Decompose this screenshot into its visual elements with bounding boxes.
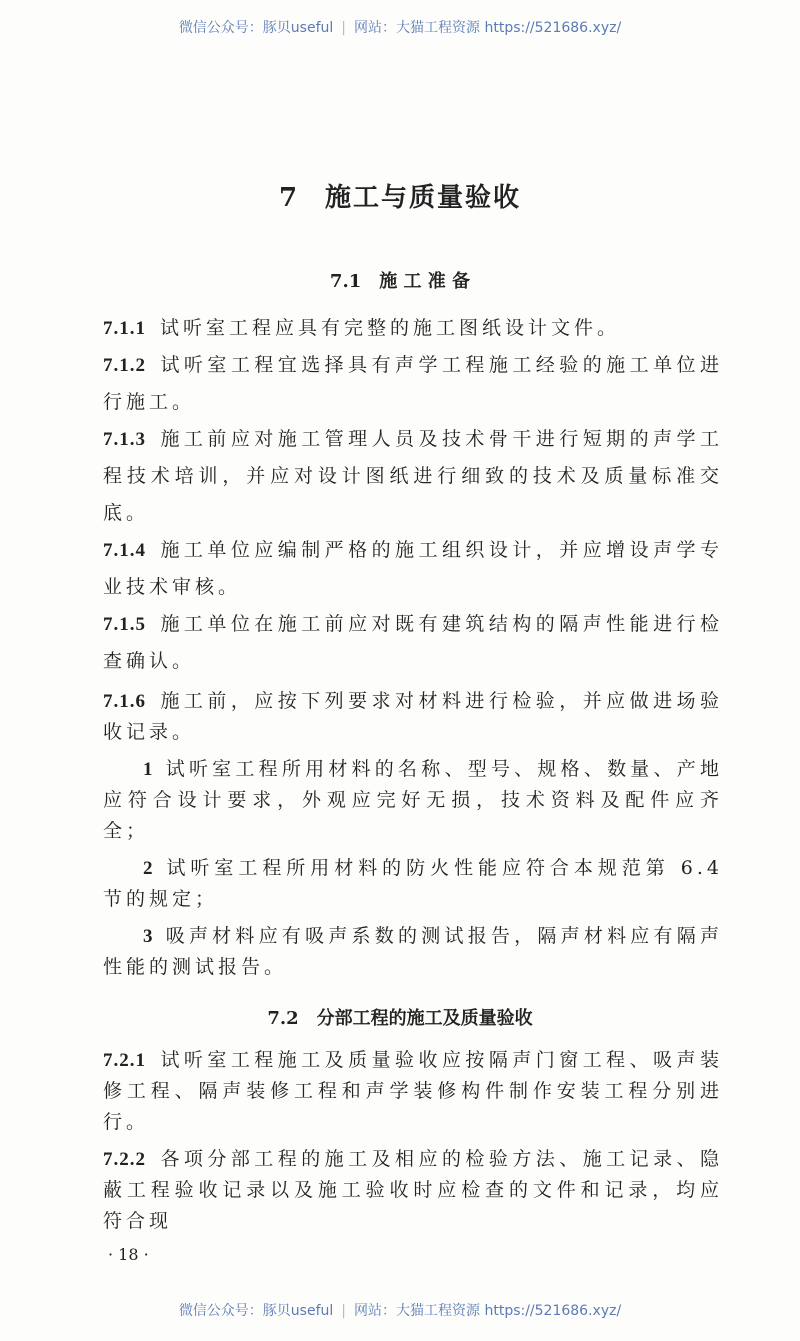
clause-text: 试听室工程施工及质量验收应按隔声门窗工程、吸声装修工程、隔声装修工程和声学装修构件制作安装工程分别进行。 <box>103 1049 723 1133</box>
clause-text: 试听室工程应具有完整的施工图纸设计文件。 <box>160 317 621 339</box>
clause-text: 施工前，应按下列要求对材料进行检验，并应做进场验收记录。 <box>103 690 723 743</box>
list-item-2 <box>103 853 723 915</box>
clause-7-1-2 <box>103 347 723 421</box>
section-title: 施 工 准 备 <box>379 271 471 292</box>
item-number: 1 <box>143 759 154 780</box>
clause-number: 7.1.6 <box>103 691 146 712</box>
clause-number: 7.2.2 <box>103 1149 146 1170</box>
watermark-separator: | <box>341 20 347 36</box>
list-item-3 <box>103 921 723 983</box>
clause-7-1-3 <box>103 421 723 532</box>
section-heading-7-1 <box>0 268 800 296</box>
watermark-separator: | <box>341 1303 347 1319</box>
chapter-title-text: 施工与质量验收 <box>325 183 522 213</box>
section-title: 分部工程的施工及质量验收 <box>316 1008 533 1029</box>
clause-text: 各项分部工程的施工及相应的检验方法、施工记录、隐蔽工程验收记录以及施工验收时应检查的文件和记录，均应符合现 <box>103 1148 723 1232</box>
clause-7-2-2 <box>103 1144 723 1237</box>
item-number: 2 <box>143 858 154 879</box>
clause-7-2-1 <box>103 1045 723 1138</box>
clause-number: 7.1.4 <box>103 540 146 561</box>
item-text: 吸声材料应有吸声系数的测试报告，隔声材料应有隔声性能的测试报告。 <box>103 925 723 978</box>
clause-text: 施工单位在施工前应对既有建筑结构的隔声性能进行检查确认。 <box>103 613 723 672</box>
watermark-bottom <box>0 1301 800 1321</box>
clause-number: 7.1.5 <box>103 614 146 635</box>
clause-7-1-5 <box>103 606 723 680</box>
clause-7-1-1 <box>103 310 723 347</box>
clause-text: 施工前应对施工管理人员及技术骨干进行短期的声学工程技术培训，并应对设计图纸进行细致的技术及质量标准交底。 <box>103 428 723 524</box>
watermark-wechat: 微信公众号：豚贝useful <box>178 1303 334 1319</box>
watermark-top <box>0 18 800 38</box>
clause-number: 7.1.3 <box>103 429 146 450</box>
item-text: 试听室工程所用材料的名称、型号、规格、数量、产地应符合设计要求，外观应完好无损，技术资料及配件应齐全； <box>103 758 723 842</box>
clause-7-1-6 <box>103 686 723 748</box>
clause-text: 试听室工程宜选择具有声学工程施工经验的施工单位进行施工。 <box>103 354 723 413</box>
item-number: 3 <box>143 926 154 947</box>
section-number: 7.1 <box>329 271 362 292</box>
chapter-title <box>0 180 800 216</box>
watermark-wechat: 微信公众号：豚贝useful <box>178 20 334 36</box>
watermark-site: 网站：大猫工程资源 https://521686.xyz/ <box>354 1303 622 1319</box>
clause-number: 7.1.1 <box>103 318 146 339</box>
clause-number: 7.1.2 <box>103 355 146 376</box>
section-heading-7-2 <box>0 1005 800 1033</box>
section-number: 7.2 <box>267 1008 299 1029</box>
clause-text: 施工单位应编制严格的施工组织设计，并应增设声学专业技术审核。 <box>103 539 723 598</box>
item-text: 试听室工程所用材料的防火性能应符合本规范第 6.4 节的规定； <box>103 857 723 910</box>
list-item-1 <box>103 754 723 847</box>
chapter-number: 7 <box>278 183 300 213</box>
clause-7-1-4 <box>103 532 723 606</box>
page-number: · 18 · <box>108 1245 149 1264</box>
watermark-site: 网站：大猫工程资源 https://521686.xyz/ <box>354 20 622 36</box>
clause-number: 7.2.1 <box>103 1050 146 1071</box>
